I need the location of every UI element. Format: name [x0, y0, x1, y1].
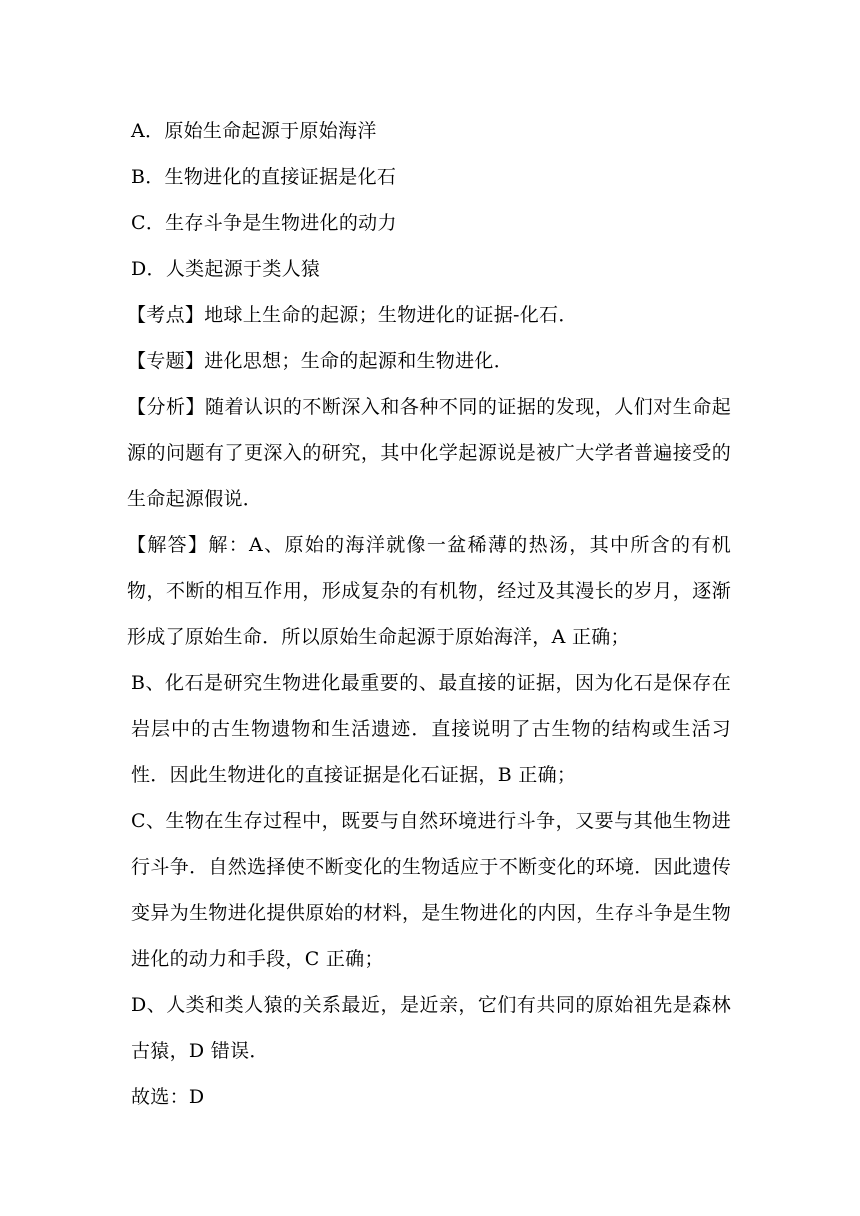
answer-line: 故选：D [131, 1086, 205, 1108]
jieda-paragraph-b: B、化石是研究生物进化最重要的、最直接的证据，因为化石是保存在岩层中的古生物遗物和生活遗迹．直接说明了古生物的结构或生活习性．因此生物进化的直接证据是化石证据，B 正确； [131, 672, 731, 786]
zhuanti-line: 【专题】进化思想；生命的起源和生物进化． [127, 350, 514, 372]
jieda-paragraph-d: D、人类和类人猿的关系最近，是近亲，它们有共同的原始祖先是森林古猿，D 错误． [131, 994, 731, 1062]
fenxi-paragraph: 【分析】随着认识的不断深入和各种不同的证据的发现，人们对生命起源的问题有了更深入的研究，其中化学起源说是被广大学者普遍接受的生命起源假说． [127, 396, 731, 510]
option-c: C．生存斗争是生物进化的动力 [131, 212, 397, 234]
question-content [127, 108, 731, 1120]
option-d: D．人类起源于类人猿 [131, 258, 321, 280]
kaodian-line: 【考点】地球上生命的起源；生物进化的证据-化石． [127, 304, 578, 326]
option-a: A．原始生命起源于原始海洋 [131, 120, 377, 142]
option-b: B．生物进化的直接证据是化石 [131, 166, 397, 188]
jieda-paragraph-a: 【解答】解：A、原始的海洋就像一盆稀薄的热汤，其中所含的有机物，不断的相互作用，形成复杂的有机物，经过及其漫长的岁月，逐渐形成了原始生命．所以原始生命起源于原始海洋，A 正确； [127, 534, 731, 648]
jieda-paragraph-c: C、生物在生存过程中，既要与自然环境进行斗争，又要与其他生物进行斗争．自然选择使不断变化的生物适应于不断变化的环境．因此遗传变异为生物进化提供原始的材料，是生物进化的内因，生存斗争是生物进化的动力和手段，C 正确； [131, 810, 731, 970]
